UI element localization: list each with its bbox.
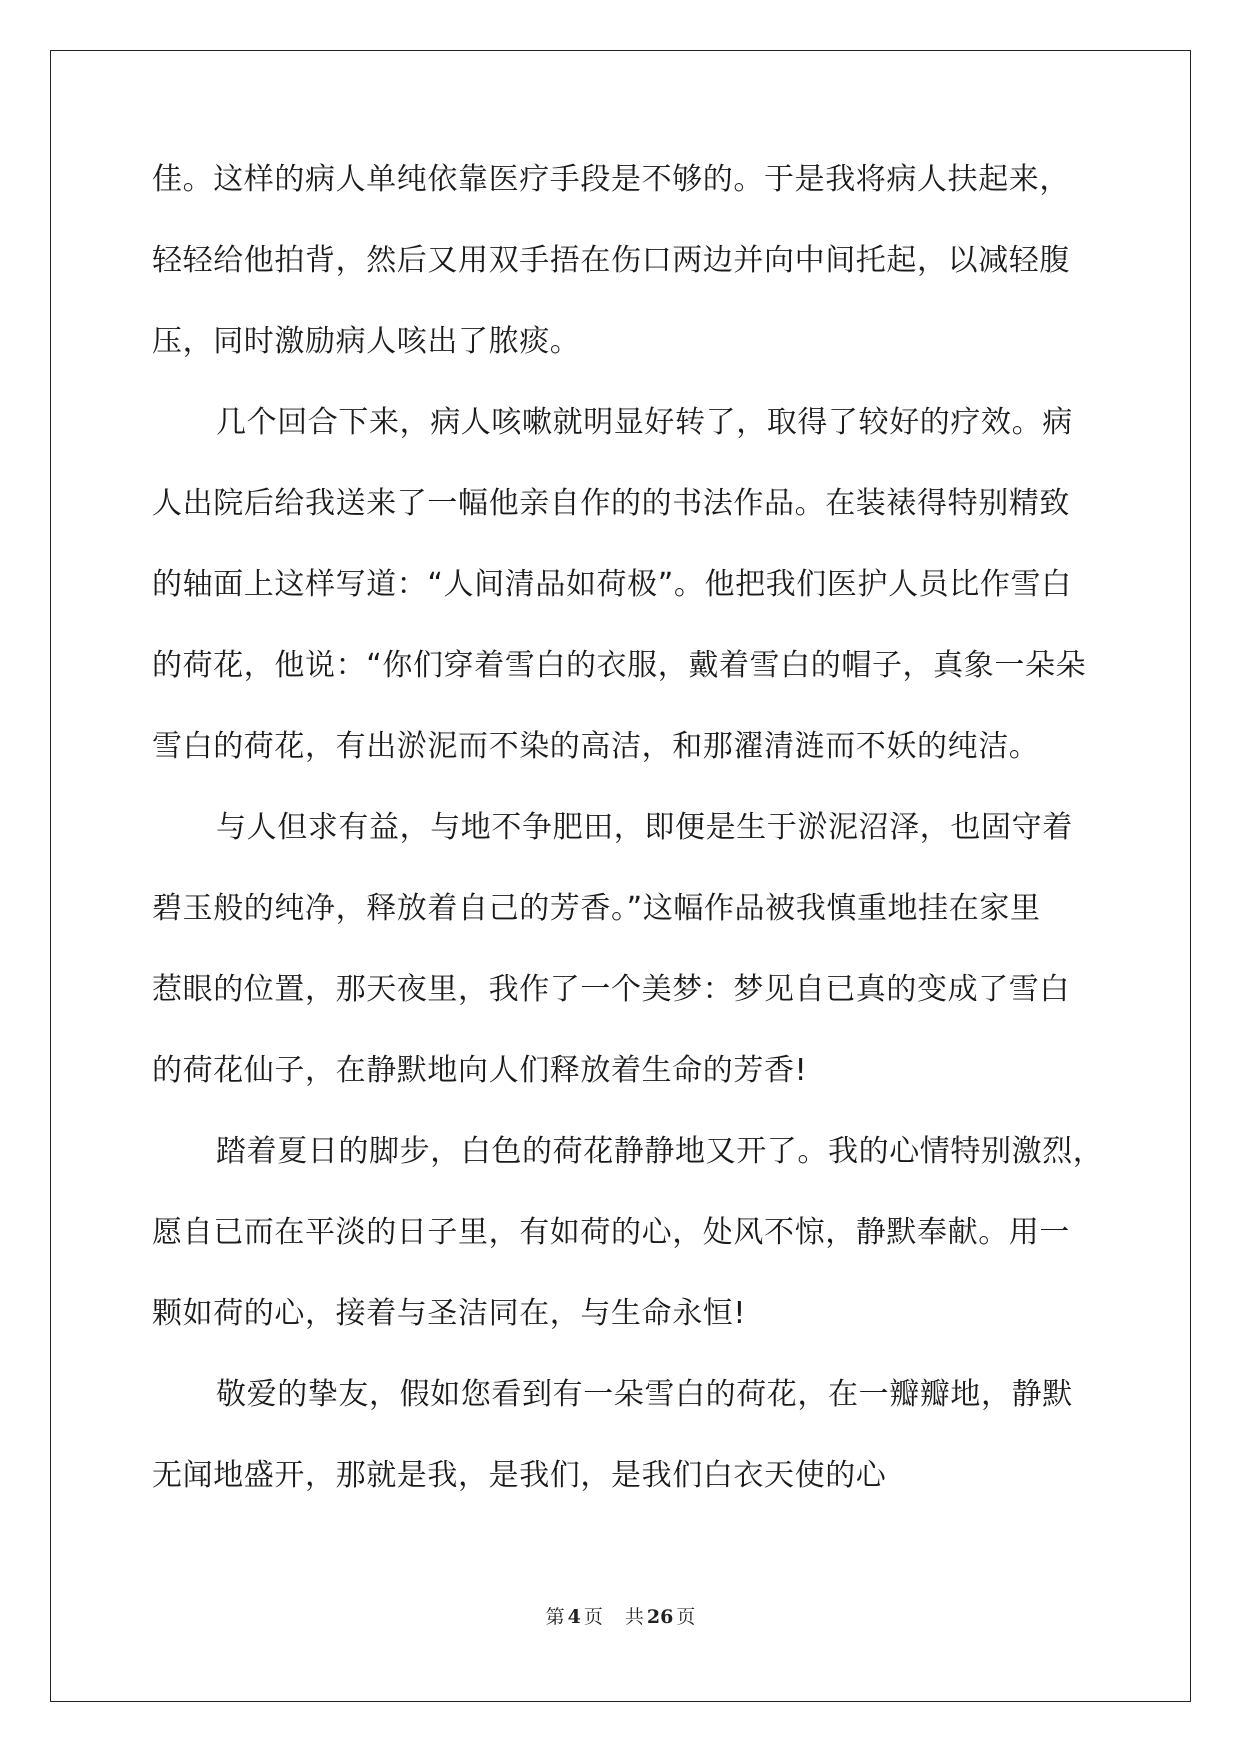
text-line: 惹眼的位置，那天夜里，我作了一个美梦：梦见自已真的变成了雪白 [152, 972, 1070, 1007]
text-line: 无闻地盛开，那就是我，是我们，是我们白衣天使的心 [152, 1458, 887, 1493]
text-line: 的轴面上这样写道：“人间清品如荷极”。他把我们医护人员比作雪白 [152, 567, 1072, 602]
text-line: 雪白的荷花，有出淤泥而不染的高洁，和那濯清涟而不妖的纯洁。 [152, 729, 1040, 764]
paragraph-first-line: 敬爱的挚友，假如您看到有一朵雪白的荷花，在一瓣瓣地，静默 [216, 1377, 1073, 1412]
page-number: 4 [567, 1606, 581, 1628]
page-prefix: 第 [545, 1606, 565, 1628]
text-line: 的荷花，他说：“你们穿着雪白的衣服，戴着雪白的帽子，真象一朵朵 [152, 648, 1087, 683]
document-body [152, 162, 1104, 1539]
text-line: 佳。这样的病人单纯依靠医疗手段是不够的。于是我将病人扶起来， [152, 162, 1070, 197]
page-unit: 页 [583, 1606, 603, 1628]
text-line: 人出院后给我送来了一幅他亲自作的的书法作品。在装裱得特别精致 [152, 486, 1070, 521]
text-line: 压，同时激励病人咳出了脓痰。 [152, 324, 581, 359]
text-line: 的荷花仙子，在静默地向人们释放着生命的芳香! [152, 1053, 808, 1088]
total-prefix: 共 [624, 1606, 644, 1628]
total-unit: 页 [676, 1606, 696, 1628]
paragraph-first-line: 几个回合下来，病人咳嗽就明显好转了，取得了较好的疗效。病 [216, 405, 1073, 440]
paragraph-first-line: 与人但求有益，与地不争肥田，即便是生于淤泥沼泽，也固守着 [216, 810, 1073, 845]
paragraph-first-line: 踏着夏日的脚步，白色的荷花静静地又开了。我的心情特别激烈， [216, 1134, 1104, 1169]
text-line: 轻轻给他拍背，然后又用双手捂在伤口两边并向中间托起，以减轻腹 [152, 243, 1070, 278]
text-line: 颗如荷的心，接着与圣洁同在，与生命永恒! [152, 1296, 747, 1331]
page-footer [0, 1602, 1241, 1629]
text-line: 碧玉般的纯净，释放着自己的芳香。”这幅作品被我慎重地挂在家里 [152, 891, 1041, 926]
text-line: 愿自已而在平淡的日子里，有如荷的心，处风不惊，静默奉献。用一 [152, 1215, 1070, 1250]
page-total: 26 [646, 1606, 674, 1628]
